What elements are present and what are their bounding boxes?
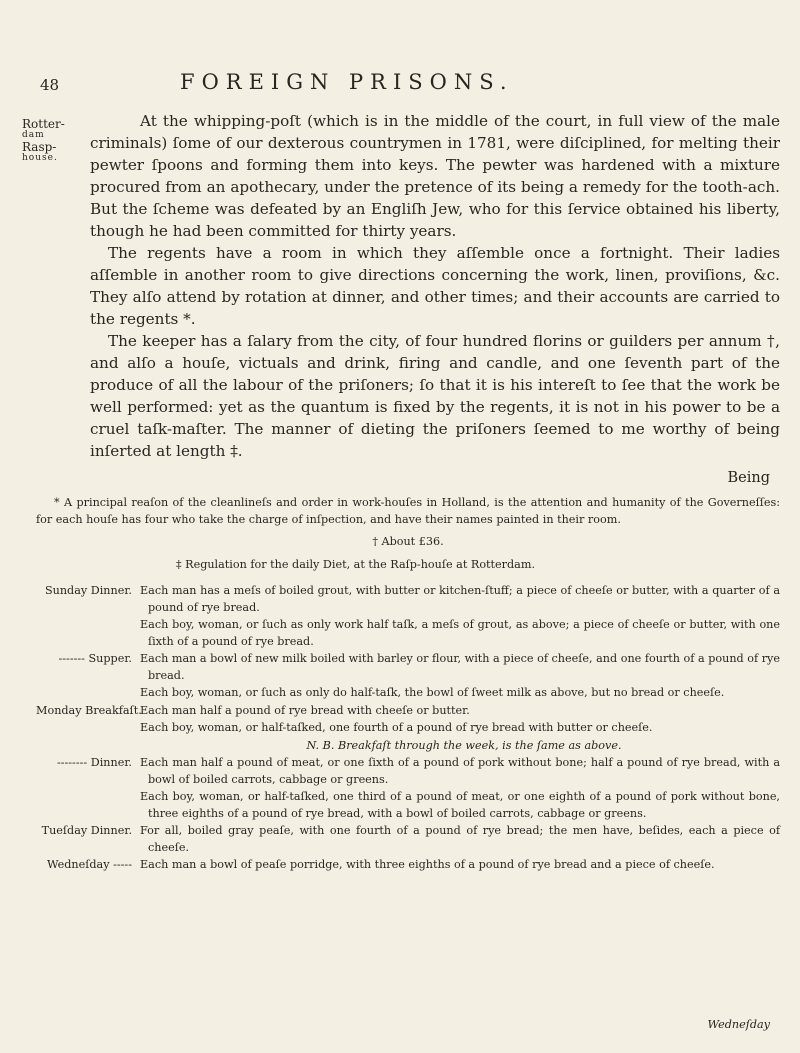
diet-row bbox=[36, 789, 780, 822]
diet-label: Sunday Dinner. bbox=[44, 584, 132, 597]
running-head: FOREIGN PRISONS. bbox=[180, 70, 514, 94]
diet-label bbox=[36, 685, 140, 702]
margin-note-line: Rotter- bbox=[22, 117, 65, 131]
diet-row bbox=[36, 755, 780, 788]
margin-note-line: Rasp- bbox=[22, 140, 57, 155]
page-header bbox=[0, 70, 800, 100]
diet-row bbox=[36, 651, 780, 684]
diet-text: Each boy, woman, or half-taſked, one third of a pound of meat, or one eighth of a pound of pork without bone, three eighths of a pound of rye bread, with a bowl of boiled carrots, cabbage or greens. bbox=[140, 790, 780, 820]
diet-label bbox=[36, 789, 140, 822]
diet-text: Each man has a meſs of boiled grout, with butter or kitchen-ſtuff; a piece of cheeſe or butter, with a quarter of a pound of rye bread. bbox=[140, 584, 780, 614]
diet-text: Each man half a pound of rye bread with cheeſe or butter. bbox=[140, 703, 470, 717]
diet-text: N. B. Breakfaſt through the week, is the ſame as above. bbox=[306, 738, 622, 752]
diet-row bbox=[36, 703, 780, 720]
margin-note-line: dam bbox=[22, 130, 45, 141]
diet-row bbox=[36, 738, 780, 755]
footnote-catchword: Wedneſday bbox=[707, 1018, 770, 1031]
diet-text: Each boy, woman, or ſuch as only work half taſk, a meſs of grout, as above; a piece of cheeſe or butter, with one ſixth of a pound of rye bread. bbox=[140, 618, 780, 648]
diet-label bbox=[36, 617, 140, 650]
footnotes bbox=[36, 495, 780, 875]
margin-note-line: house. bbox=[22, 153, 58, 164]
paragraph: At the whipping-poſt (which is in the middle of the court, in full view of the male criminals) ſome of our dexterous countrymen in 1781, were diſciplined, for melting their pewter ſpoons and forming them into keys. The pewter was hardened with a mixture procured from an apothecary, under the pretence of its being a remedy for the tooth-ach. But the ſcheme was defeated by an Engliſh Jew, who for this ſervice obtained his liberty, though he had been committed for thirty years. bbox=[90, 112, 780, 240]
diet-row bbox=[36, 685, 780, 702]
diet-row bbox=[36, 583, 780, 616]
diet-row bbox=[36, 617, 780, 650]
diet-text: Each man a bowl of peaſe porridge, with three eighths of a pound of rye bread and a piece of cheeſe. bbox=[140, 858, 715, 871]
diet-table bbox=[36, 583, 780, 874]
margin-note bbox=[22, 118, 76, 164]
diet-label: -------- Dinner. bbox=[56, 756, 132, 769]
catchword: Being bbox=[727, 470, 770, 486]
page-number: 48 bbox=[40, 76, 60, 94]
diet-text: Each boy, woman, or ſuch as only do half-taſk, the bowl of ſweet milk as above, but no bread or cheeſe. bbox=[140, 686, 725, 699]
diet-text: Each boy, woman, or half-taſked, one fourth of a pound of rye bread with butter or cheeſe. bbox=[140, 721, 653, 734]
diet-label bbox=[36, 738, 140, 755]
paragraph: The keeper has a ſalary from the city, of four hundred florins or guilders per annum †, and alſo a houſe, victuals and drink, firing and candle, and one ſeventh part of the produce of all the labour of the priſoners; ſo that it is his intereſt to ſee that the work be well performed: yet as the quantum is fixed by the regents, it is not in his power to be a cruel taſk-maſter. The manner of dieting the priſoners ſeemed to me worthy of being inſerted at length ‡. bbox=[90, 332, 780, 460]
diet-label: ------- Supper. bbox=[58, 652, 132, 665]
diet-row bbox=[36, 823, 780, 856]
diet-label: Tueſday Dinner. bbox=[41, 824, 132, 837]
body-text bbox=[90, 110, 780, 462]
footnote-dagger: † About £36. bbox=[372, 535, 444, 548]
diet-text: Each man a bowl of new milk boiled with barley or flour, with a piece of cheeſe, and one fourth of a pound of rye bread. bbox=[140, 652, 780, 682]
paragraph: The regents have a room in which they aſſemble once a fortnight. Their ladies aſſemble in another room to give directions concerning the work, linen, proviſions, &c. They alſo attend by rotation at dinner, and other times; and their accounts are carried to the regents *. bbox=[90, 244, 780, 328]
diet-row bbox=[36, 857, 780, 874]
diet-row bbox=[36, 720, 780, 737]
diet-label: Monday Breakfaſt. bbox=[36, 703, 142, 717]
diet-text: Each man half a pound of meat, or one ſixth of a pound of pork without bone; half a pound of rye bread, with a bowl of boiled carrots, cabbage or greens. bbox=[140, 756, 780, 786]
diet-label: Wedneſday ----- bbox=[47, 858, 132, 871]
footnote-double-dagger: ‡ Regulation for the daily Diet, at the Raſp-houſe at Rotterdam. bbox=[176, 557, 536, 571]
diet-text: For all, boiled gray peaſe, with one fourth of a pound of rye bread; the men have, beſides, each a piece of cheeſe. bbox=[140, 824, 780, 854]
diet-label bbox=[36, 720, 140, 737]
footnote-star: * A principal reaſon of the cleanlineſs and order in work-houſes in Holland, is the attention and humanity of the Governeſſes: for each houſe has four who take the charge of inſpection, and have their names painted in their room. bbox=[36, 496, 780, 526]
